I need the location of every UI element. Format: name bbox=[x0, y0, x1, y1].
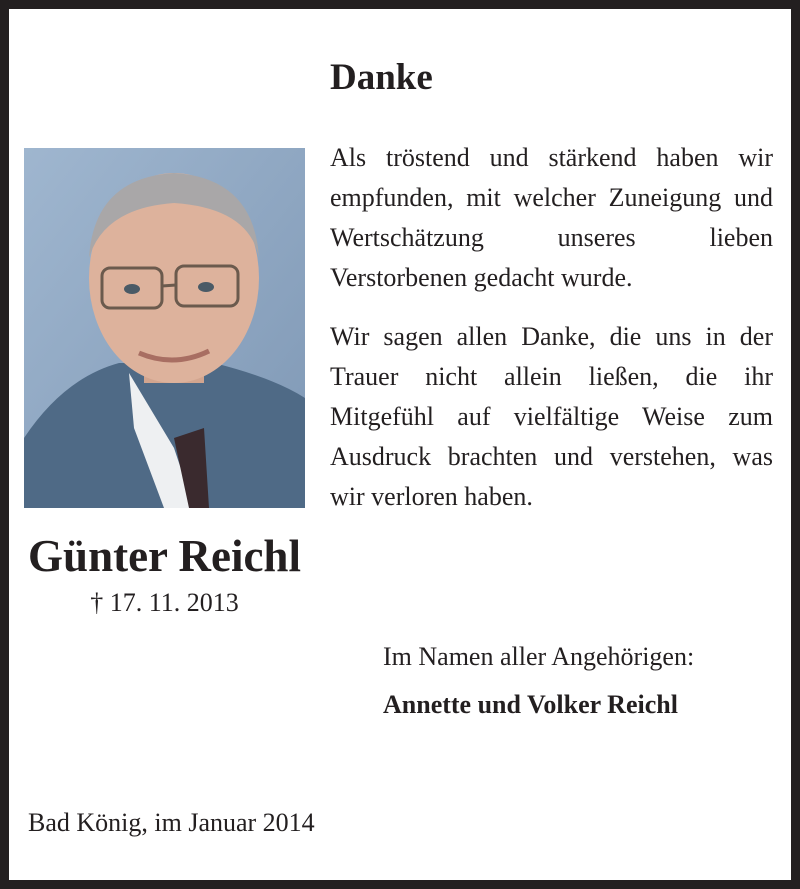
signature-intro: Im Namen aller Angehörigen: bbox=[383, 642, 695, 671]
death-date: † 17. 11. 2013 bbox=[90, 588, 239, 617]
thanks-paragraph-1: Als tröstend und stärkend haben wir empfunden, mit welcher Zuneigung und Wertschätzung unseres lieben Verstorbenen gedacht wurde. bbox=[330, 143, 773, 292]
notice-heading: Danke bbox=[330, 57, 433, 98]
deceased-name: Günter Reichl bbox=[28, 531, 301, 581]
thanks-paragraph-2: Wir sagen allen Danke, die uns in der Trauer nicht allein ließen, die ihr Mitgefühl auf vielfältige Weise zum Ausdruck brachten und verstehen, was wir verloren haben. bbox=[330, 322, 773, 511]
signature-names: Annette und Volker Reichl bbox=[383, 690, 678, 719]
portrait-photo bbox=[24, 148, 305, 508]
place-and-date: Bad König, im Januar 2014 bbox=[28, 808, 315, 837]
